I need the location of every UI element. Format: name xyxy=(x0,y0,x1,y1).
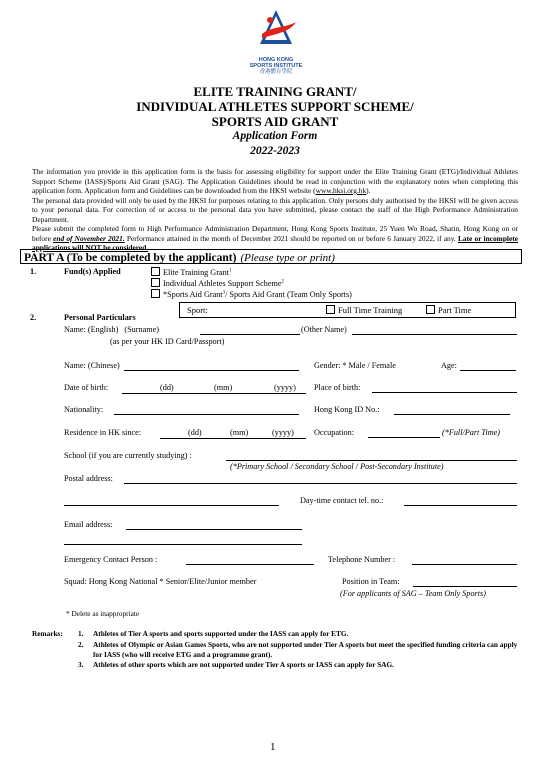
occupation-input[interactable] xyxy=(368,437,440,438)
school-label: School (if you are currently studying) : xyxy=(64,451,192,460)
sag-option[interactable]: *Sports Aid Grant$^3$/ Sports Aid Grant (Team Only Sports) xyxy=(151,289,352,299)
occupation-label: Occupation: xyxy=(314,428,355,437)
sport-box xyxy=(179,302,516,318)
logo-line3: 香港體育學院 xyxy=(259,69,293,75)
part-a-label: PART A (To be completed by the applicant) xyxy=(24,252,237,264)
nationality-label: Nationality: xyxy=(64,405,104,414)
age-input[interactable] xyxy=(460,370,516,371)
daytime-tel-input[interactable] xyxy=(404,505,517,506)
q2-number: 2. xyxy=(30,313,37,322)
postal-label: Postal address: xyxy=(64,474,113,483)
postal-input-2[interactable] xyxy=(64,505,279,506)
telephone-label: Telephone Number : xyxy=(328,555,396,564)
sag-checkbox[interactable] xyxy=(151,289,160,298)
form-year: 2022-2023 xyxy=(250,145,300,157)
sag-team-note: (For applicants of SAG – Team Only Sports) xyxy=(340,589,486,598)
occupation-hint: (*Full/Part Time) xyxy=(442,428,500,437)
telephone-input[interactable] xyxy=(412,564,517,565)
hksi-website-link[interactable]: www.hksi.org.hk xyxy=(315,186,367,195)
remark-3-number: 3. xyxy=(78,660,84,669)
hksi-logo xyxy=(246,8,306,75)
sport-label: Sport: xyxy=(187,305,208,315)
age-label: Age: xyxy=(441,361,457,370)
as-per-id-note: (as per your HK ID Card/Passport) xyxy=(110,337,225,346)
iass-checkbox[interactable] xyxy=(151,278,160,287)
remark-1: Athletes of Tier A sports and sports supported under the IASS can apply for ETG. xyxy=(93,629,349,638)
part-time-option[interactable]: Part Time xyxy=(426,305,471,315)
other-name-label: (Other Name) xyxy=(301,325,347,334)
delete-note: * Delete as inappropriate xyxy=(66,609,140,618)
intro-paragraph-1: The information you provide in this application form is the basis for assessing eligibility for support under the Elite Training Grant (ETG)/Individual Athletes Support Scheme (IASS)/Sports Aid Grant (SAG). The Application Guidelines should be read in conjunction with the explanatory notes when completing this application form. Application form and Guidelines can be downloaded from the HKSI website (www.hksi.org.hk). xyxy=(32,167,518,195)
intro-paragraph-3: Please submit the completed form to High Performance Administration Department, Hong Kong Sports Institute, 25 Yuen Wo Road, Shatin, Hong Kong on or before end of November 2021. Performance attained in the month of December 2021 should be reported on or before 6 January 2022, if any. Late or incomplete applications will NOT be considered. xyxy=(32,224,519,252)
name-chinese-input[interactable] xyxy=(124,370,299,371)
school-input[interactable] xyxy=(226,460,517,461)
full-time-option[interactable]: Full Time Training xyxy=(326,305,402,315)
remark-1-number: 1. xyxy=(78,629,84,638)
etg-checkbox[interactable] xyxy=(151,267,160,276)
part-a-header xyxy=(20,249,522,264)
emergency-contact-input[interactable] xyxy=(186,564,314,565)
postal-input-1[interactable] xyxy=(124,483,517,484)
dob-label: Date of birth: xyxy=(64,383,109,392)
title-line3: SPORTS AID GRANT xyxy=(211,114,339,129)
name-chinese-label: Name: (Chinese) xyxy=(64,361,120,370)
part-a-hint: (Please type or print) xyxy=(240,252,335,264)
residence-input[interactable]: (dd) (mm) (yyyy) xyxy=(160,428,306,439)
pob-label: Place of birth: xyxy=(314,383,361,392)
page-number: 1 xyxy=(270,741,276,753)
email-input-1[interactable] xyxy=(126,529,302,530)
intro-text xyxy=(32,167,518,253)
part-time-checkbox[interactable] xyxy=(426,305,435,314)
hkid-input[interactable] xyxy=(394,414,510,415)
surname-input[interactable] xyxy=(200,334,300,335)
hksi-emblem-icon xyxy=(246,8,306,52)
daytime-tel-label: Day-time contact tel. no.: xyxy=(300,496,384,505)
remark-2-number: 2. xyxy=(78,640,84,649)
etg-option[interactable]: Elite Training Grant$^1$ xyxy=(151,267,231,277)
logo-line1: HONG KONG xyxy=(258,57,294,63)
hkid-label: Hong Kong ID No.: xyxy=(314,405,380,414)
q1-number: 1. xyxy=(30,267,37,276)
squad-label[interactable]: Squad: Hong Kong National * Senior/Elite/Junior member xyxy=(64,577,257,586)
email-label: Email address: xyxy=(64,520,113,529)
dob-input[interactable]: (dd) (mm) (yyyy) xyxy=(122,383,306,394)
name-english-row: Name: (English) (Surname) xyxy=(64,325,159,334)
position-input[interactable] xyxy=(413,586,517,587)
form-subtitle: Application Form xyxy=(232,130,318,142)
gender-label[interactable]: Gender: * Male / Female xyxy=(314,361,396,370)
q1-label: Fund(s) Applied xyxy=(64,267,121,276)
q2-label: Personal Particulars xyxy=(64,313,136,322)
pob-input[interactable] xyxy=(372,392,517,393)
remark-3: Athletes of other sports which are not supported under Tier A sports or IASS can apply for SAG. xyxy=(93,660,394,669)
nationality-input[interactable] xyxy=(114,414,299,415)
iass-option[interactable]: Individual Athletes Support Scheme$^2$ xyxy=(151,278,284,288)
title-line1: ELITE TRAINING GRANT/ xyxy=(193,84,357,99)
title-line2: INDIVIDUAL ATHLETES SUPPORT SCHEME/ xyxy=(136,99,414,114)
surname-label: (Surname) xyxy=(124,325,159,334)
school-hint: (*Primary School / Secondary School / Post-Secondary Institute) xyxy=(230,462,444,471)
residence-label: Residence in HK since: xyxy=(64,428,142,437)
logo-line2: SPORTS INSTITUTE xyxy=(249,63,303,69)
remarks-label: Remarks: xyxy=(32,629,63,638)
remark-2: Athletes of Olympic or Asian Games Sports, who are not supported under Tier A sports but meet the specified funding criteria can apply for IASS (who will receive ETG and a programme grant). xyxy=(93,640,518,659)
emergency-contact-label: Emergency Contact Person : xyxy=(64,555,158,564)
email-input-2[interactable] xyxy=(64,544,302,545)
other-name-input[interactable] xyxy=(352,334,517,335)
intro-paragraph-2: The personal data provided will only be used by the HKSI for purposes relating to this application. Only persons duly authorised by the HKSI will be given access to your personal data. For correction of or access to the personal data you have submitted, please contact the staff of the High Performance Administration Department. xyxy=(32,195,518,224)
position-label: Position in Team: xyxy=(342,577,400,586)
full-time-checkbox[interactable] xyxy=(326,305,335,314)
